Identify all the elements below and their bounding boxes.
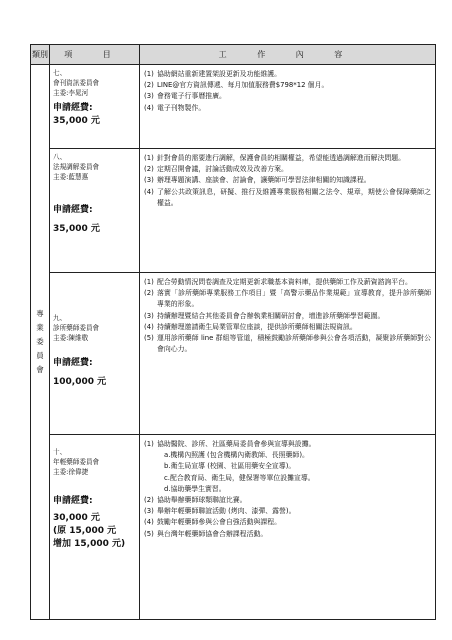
- list-text: 協助網站重新建置架設更新及功能維護。: [157, 70, 282, 78]
- list-item: [144, 103, 431, 114]
- content-cell: [140, 273, 436, 435]
- list-text: d.協助藥學生實習。: [164, 484, 226, 493]
- committee-name: 診所藥師委員會: [53, 324, 100, 332]
- item-cell: [50, 435, 140, 620]
- committee-name: 年輕藥師委員會: [53, 458, 100, 466]
- list-number: (3): [144, 507, 154, 516]
- list-number: (3): [144, 176, 154, 185]
- list-item: [144, 187, 431, 209]
- list-text: 協助舉辦藥師球類聯誼比賽。: [157, 496, 247, 505]
- list-number: (1): [144, 278, 154, 286]
- list-text: 了解公共政策訊息，研擬、推行及維護專業服務相關之法令、規章，期使公會保障藥師之權益。: [157, 187, 431, 207]
- fee-amount: 30,000 元: [53, 513, 100, 523]
- list-text: 電子刊物製作。: [157, 103, 206, 112]
- list-number: (3): [144, 311, 154, 320]
- content-cell: [140, 149, 436, 273]
- list-subitem: [144, 484, 431, 495]
- list-item: [144, 506, 431, 517]
- list-subitem: [144, 461, 431, 472]
- fee-label: 申請經費:: [53, 205, 93, 215]
- list-item: [144, 517, 431, 528]
- content-cell: [140, 435, 436, 620]
- fee-label: 申請經費:: [53, 358, 93, 368]
- list-subitem: [144, 450, 431, 461]
- list-number: (1): [144, 440, 154, 448]
- committee-name: 法規調解委員會: [53, 163, 100, 171]
- fee-label: 申請經費:: [53, 496, 93, 506]
- list-item: [144, 495, 431, 506]
- list-text: a.機構內照護 (包含機構內衛教師、長照藥師)。: [164, 451, 309, 460]
- committee-chair: 主委:李晁河: [53, 89, 89, 97]
- category-char: 專: [36, 309, 44, 318]
- list-item: [144, 529, 431, 540]
- content-cell: [140, 65, 436, 149]
- list-text: 協助醫院、診所、社區藥局委員會參與宣導與設攤。: [157, 440, 316, 448]
- committee-chair: 主委:藍慧惠: [53, 173, 89, 181]
- list-item: [144, 80, 431, 91]
- item-number: 十、: [53, 448, 67, 456]
- list-item: [144, 311, 431, 322]
- table-row: [31, 435, 436, 620]
- list-item: [144, 277, 431, 288]
- list-item: [144, 164, 431, 175]
- fee-increase: 增加 15,000 元): [53, 539, 126, 549]
- item-cell: [50, 149, 140, 273]
- category-char: 會: [36, 365, 44, 374]
- list-number: (1): [144, 70, 154, 78]
- list-text: 會務電子行事曆推廣。: [157, 92, 226, 101]
- committee-name: 會刊資訊委員會: [53, 79, 100, 87]
- committee-chair: 主委:陳維敬: [53, 334, 89, 342]
- list-number: (2): [144, 81, 154, 90]
- list-text: b.衛生局宣導 (校園、社區用藥安全宣導)。: [164, 462, 296, 471]
- header-category: 類別: [31, 45, 50, 65]
- category-char: 委: [36, 337, 44, 346]
- table-row: [31, 273, 436, 435]
- fee-amount: 35,000 元: [53, 224, 100, 234]
- table-header-row: [31, 45, 436, 65]
- list-item: [144, 91, 431, 102]
- fee-amount: 100,000 元: [53, 377, 107, 387]
- list-item: [144, 439, 431, 450]
- list-number: (4): [144, 187, 154, 196]
- list-number: (4): [144, 322, 154, 331]
- list-text: 定期召開會議，討論活動成效及改善方案。: [157, 165, 288, 174]
- table-row: [31, 149, 436, 273]
- list-number: (2): [144, 289, 154, 298]
- list-item: [144, 333, 431, 355]
- list-text: 持續辦理暨結合其他委員會合辦執業相關研討會，增進診所藥師學習範圍。: [157, 311, 385, 320]
- list-number: (3): [144, 92, 154, 101]
- list-text: 辦理專題演講、座談會、討論會，讓藥師可學習法律相關的知識課程。: [157, 176, 371, 185]
- header-content: 工 作 內 容: [140, 45, 436, 65]
- list-text: LINE@官方資訊傳遞、每月加值服務費$798*12 個月。: [157, 81, 329, 90]
- list-text: c.配合教育局、衛生局，健保署等單位設攤宣導。: [164, 473, 315, 482]
- item-number: 八、: [53, 153, 67, 161]
- list-number: (2): [144, 165, 154, 174]
- list-item: [144, 322, 431, 333]
- list-number: (5): [144, 529, 154, 538]
- table-row: [31, 65, 436, 149]
- category-cell: [31, 65, 50, 620]
- list-text: 與台灣年輕藥師協會合辦課程活動。: [157, 529, 268, 538]
- work-plan-table: [30, 44, 436, 620]
- list-text: 配合勞動情況問卷調查及定期更新求職基本資料庫，提供藥師工作及薪資諮詢平台。: [157, 278, 412, 286]
- item-cell: [50, 273, 140, 435]
- list-number: (4): [144, 103, 154, 112]
- list-text: 舉辦年輕藥師聯誼活動 (烤肉、漆彈、露營)。: [157, 507, 296, 516]
- list-item: [144, 153, 431, 164]
- list-text: 落實「診所藥師專業服務工作項目」暨「高警示藥品作業規範」宣導教育，提升診所藥師專業的形象。: [157, 289, 431, 309]
- header-item: 項 目: [50, 45, 140, 65]
- list-text: 鼓勵年輕藥師參與公會自強活動與課程。: [157, 518, 282, 527]
- category-char: 業: [36, 323, 44, 332]
- list-item: [144, 175, 431, 186]
- item-number: 九、: [53, 314, 67, 322]
- fee-original: (原 15,000 元: [53, 526, 117, 536]
- fee-label: 申請經費:: [53, 103, 93, 113]
- item-cell: [50, 65, 140, 149]
- list-text: 針對會員的需要進行調解，保護會員的相關權益，希望能透過調解進而解決問題。: [157, 154, 406, 162]
- committee-chair: 主委:徐偉捷: [53, 468, 89, 476]
- list-subitem: [144, 473, 431, 484]
- list-number: (4): [144, 518, 154, 527]
- list-text: 持續辦理邀請衛生局業管單位座談，提供診所藥師相關法規資訊。: [157, 322, 357, 331]
- list-item: [144, 69, 431, 80]
- list-item: [144, 288, 431, 310]
- list-text: 運用診所藥師 line 群組等管道，積極鼓勵診所藥師參與公會各項活動，凝聚診所藥師對公會向心力。: [157, 334, 431, 354]
- list-number: (5): [144, 334, 154, 343]
- fee-amount: 35,000 元: [53, 116, 100, 126]
- list-number: (2): [144, 496, 154, 505]
- category-char: 員: [36, 351, 44, 360]
- item-number: 七、: [53, 69, 67, 77]
- list-number: (1): [144, 154, 154, 162]
